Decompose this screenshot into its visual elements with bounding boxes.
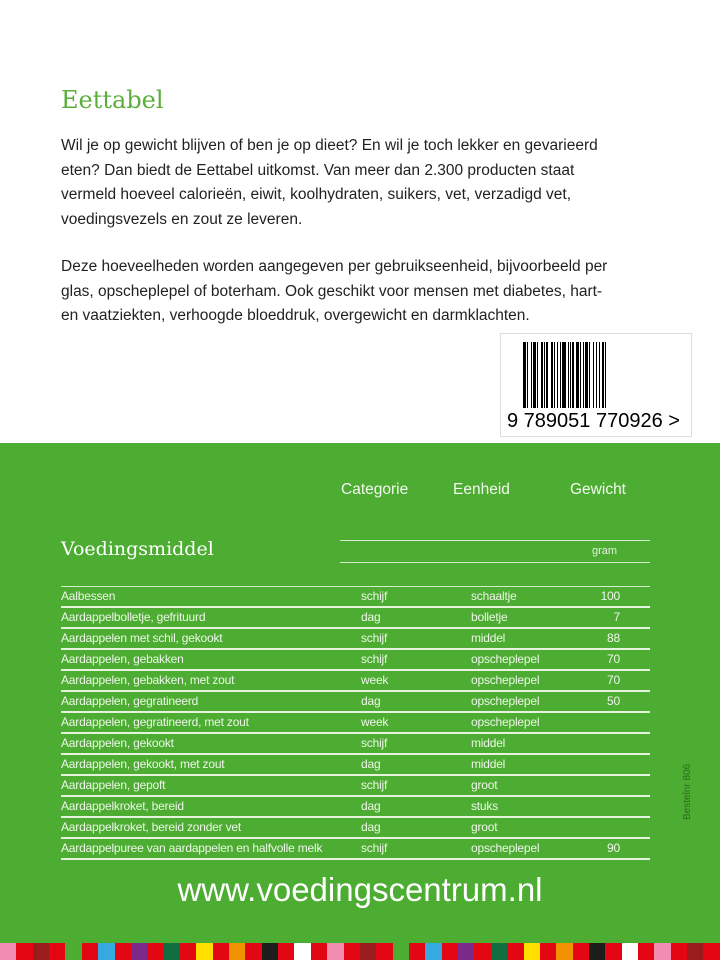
table-row — [61, 818, 650, 839]
stripe-segment — [196, 943, 212, 960]
stripe-segment — [327, 943, 343, 960]
order-number: Bestelnr 806 — [682, 763, 693, 820]
table-row — [61, 776, 650, 797]
stripe-segment — [180, 943, 196, 960]
table-row — [61, 650, 650, 671]
stripe-segment — [33, 943, 49, 960]
unit: opscheplepel — [471, 694, 540, 708]
stripe-segment — [393, 943, 409, 960]
table-row — [61, 839, 650, 860]
stripe-segment — [703, 943, 719, 960]
stripe-segment — [409, 943, 425, 960]
unit: opscheplepel — [471, 673, 540, 687]
column-header-eenheid: Eenheid — [453, 481, 510, 498]
color-stripe — [0, 943, 720, 960]
stripe-segment — [376, 943, 392, 960]
stripe-segment — [507, 943, 523, 960]
stripe-segment — [425, 943, 441, 960]
stripe-segment — [540, 943, 556, 960]
isbn-number: 9 789051 770926 > — [507, 410, 680, 432]
category: schijf — [361, 652, 388, 666]
table-row — [61, 734, 650, 755]
page-title: Eettabel — [61, 86, 164, 114]
food-name: Aardappelen, gebakken — [61, 652, 184, 666]
food-name: Aardappelen met schil, gekookt — [61, 631, 223, 645]
table-row — [61, 629, 650, 650]
food-name: Aardappelen, gepoft — [61, 778, 166, 792]
stripe-segment — [131, 943, 147, 960]
stripe-segment — [98, 943, 114, 960]
unit: bolletje — [471, 610, 508, 624]
column-header-categorie: Categorie — [341, 481, 409, 498]
stripe-segment — [65, 943, 81, 960]
stripe-segment — [491, 943, 507, 960]
weight: 88 — [607, 631, 620, 645]
table-row — [61, 587, 650, 608]
category: dag — [361, 757, 381, 771]
intro-paragraph: Deze hoeveelheden worden aangegeven per gebruikseenheid, bijvoorbeeld per glas, opscheplepel of boterham. Ook geschikt voor mensen met diabetes, hart- en vaatziekten, verhoogde bloeddruk, overgewicht en darmklachten. — [61, 258, 608, 324]
stripe-segment — [0, 943, 16, 960]
stripe-segment — [311, 943, 327, 960]
food-name: Aardappelen, gebakken, met zout — [61, 673, 235, 687]
barcode-bar — [606, 342, 609, 408]
stripe-segment — [442, 943, 458, 960]
stripe-segment — [605, 943, 621, 960]
table-section — [0, 443, 720, 943]
stripe-segment — [16, 943, 32, 960]
column-header-gewicht: Gewicht — [570, 481, 626, 498]
stripe-segment — [654, 943, 670, 960]
food-name: Aardappelen, gekookt — [61, 736, 174, 750]
food-name: Aardappelen, gekookt, met zout — [61, 757, 225, 771]
weight: 70 — [607, 673, 620, 687]
intro-paragraph: Wil je op gewicht blijven of ben je op dieet? En wil je toch lekker en gevarieerd eten? Dan biedt de Eettabel uitkomst. Van meer dan 2.300 producten staat vermeld hoeveel calorieën, eiwit, koolhydraten, suikers, vet, verzadigd vet, voedingsvezels en zout ze leveren. — [61, 137, 598, 228]
weight: 7 — [613, 610, 620, 624]
stripe-segment — [458, 943, 474, 960]
stripe-segment — [344, 943, 360, 960]
stripe-segment — [524, 943, 540, 960]
website-url: www.voedingscentrum.nl — [177, 871, 543, 908]
stripe-segment — [245, 943, 261, 960]
category: schijf — [361, 841, 388, 855]
category: dag — [361, 799, 381, 813]
stripe-segment — [474, 943, 490, 960]
unit-label: gram — [592, 545, 618, 557]
stripe-segment — [49, 943, 65, 960]
stripe-segment — [671, 943, 687, 960]
category: schijf — [361, 736, 388, 750]
stripe-segment — [115, 943, 131, 960]
category: schijf — [361, 631, 388, 645]
weight: 90 — [607, 841, 620, 855]
stripe-segment — [164, 943, 180, 960]
table-row — [61, 755, 650, 776]
unit: groot — [471, 820, 498, 834]
weight: 100 — [600, 589, 620, 603]
weight: 50 — [607, 694, 620, 708]
food-name: Aardappelbolletje, gefrituurd — [61, 610, 206, 624]
category: dag — [361, 694, 381, 708]
stripe-segment — [262, 943, 278, 960]
category: schijf — [361, 589, 388, 603]
stripe-segment — [556, 943, 572, 960]
unit: opscheplepel — [471, 715, 540, 729]
table-row — [61, 608, 650, 629]
food-name: Aardappelpuree van aardappelen en halfvolle melk — [61, 841, 323, 855]
stripe-segment — [360, 943, 376, 960]
unit: schaaltje — [471, 589, 517, 603]
food-name: Aardappelkroket, bereid zonder vet — [61, 820, 241, 834]
category: week — [361, 715, 389, 729]
divider — [340, 562, 650, 563]
stripe-segment — [638, 943, 654, 960]
stripe-segment — [573, 943, 589, 960]
food-name: Aardappelen, gegratineerd, met zout — [61, 715, 249, 729]
divider — [340, 540, 650, 541]
unit: groot — [471, 778, 498, 792]
stripe-segment — [213, 943, 229, 960]
stripe-segment — [622, 943, 638, 960]
category: dag — [361, 820, 381, 834]
stripe-segment — [229, 943, 245, 960]
unit: opscheplepel — [471, 841, 540, 855]
food-table — [61, 587, 650, 860]
food-name: Aardappelen, gegratineerd — [61, 694, 199, 708]
barcode — [500, 333, 692, 437]
table-row — [61, 671, 650, 692]
stripe-segment — [147, 943, 163, 960]
unit: opscheplepel — [471, 652, 540, 666]
unit: stuks — [471, 799, 499, 813]
stripe-segment — [278, 943, 294, 960]
stripe-segment — [294, 943, 310, 960]
table-row — [61, 692, 650, 713]
food-name: Aalbessen — [61, 589, 116, 603]
unit: middel — [471, 757, 506, 771]
category: dag — [361, 610, 381, 624]
category: schijf — [361, 778, 388, 792]
stripe-segment — [82, 943, 98, 960]
food-name: Aardappelkroket, bereid — [61, 799, 184, 813]
category: week — [361, 673, 389, 687]
unit: middel — [471, 631, 506, 645]
stripe-segment — [589, 943, 605, 960]
table-row — [61, 797, 650, 818]
table-row — [61, 713, 650, 734]
weight: 70 — [607, 652, 620, 666]
food-column-header: Voedingsmiddel — [61, 538, 214, 560]
barcode-bars — [523, 342, 673, 408]
unit: middel — [471, 736, 506, 750]
stripe-segment — [687, 943, 703, 960]
